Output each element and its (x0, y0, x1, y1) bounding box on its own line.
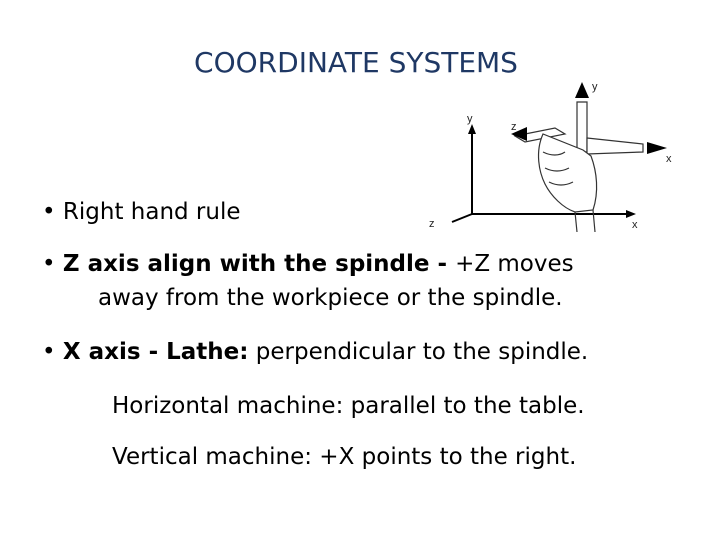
bullet-x-axis (42, 336, 702, 368)
bullet-bold-sub: Lathe: (166, 339, 249, 365)
hand-thumb (577, 102, 587, 152)
hand-index-finger (587, 138, 643, 154)
hand-y-label: y (592, 81, 598, 93)
hand-x-label: x (666, 153, 672, 165)
bullet-z-axis-continuation: away from the workpiece or the spindle. (98, 285, 563, 311)
axes-x-label: x (632, 219, 638, 231)
bullet-text: Right hand rule (62, 199, 241, 225)
hand-y-arrow (575, 82, 589, 98)
bullet-z-axis (42, 248, 702, 280)
slide-title: COORDINATE SYSTEMS (194, 46, 518, 79)
sub-item-horizontal-machine: Horizontal machine: parallel to the table. (112, 393, 585, 419)
bullet-marker: • (42, 251, 56, 277)
bullet-marker: • (42, 199, 56, 225)
bullet-marker: • (42, 339, 56, 365)
bullet-bold-lead: X axis - (62, 339, 167, 365)
bullet-right-hand-rule (42, 196, 702, 228)
axes-y-label: y (467, 113, 473, 125)
bullet-text: perpendicular to the spindle. (248, 339, 589, 365)
sub-item-vertical-machine: Vertical machine: +X points to the right. (112, 444, 577, 470)
axes-z-label: z (429, 218, 435, 230)
bullet-text: +Z moves (455, 251, 574, 277)
hand-x-arrow (647, 142, 667, 154)
y-axis-arrowhead (468, 124, 476, 134)
hand-z-label: z (511, 121, 517, 133)
bullet-bold-lead: Z axis align with the spindle - (62, 251, 456, 277)
